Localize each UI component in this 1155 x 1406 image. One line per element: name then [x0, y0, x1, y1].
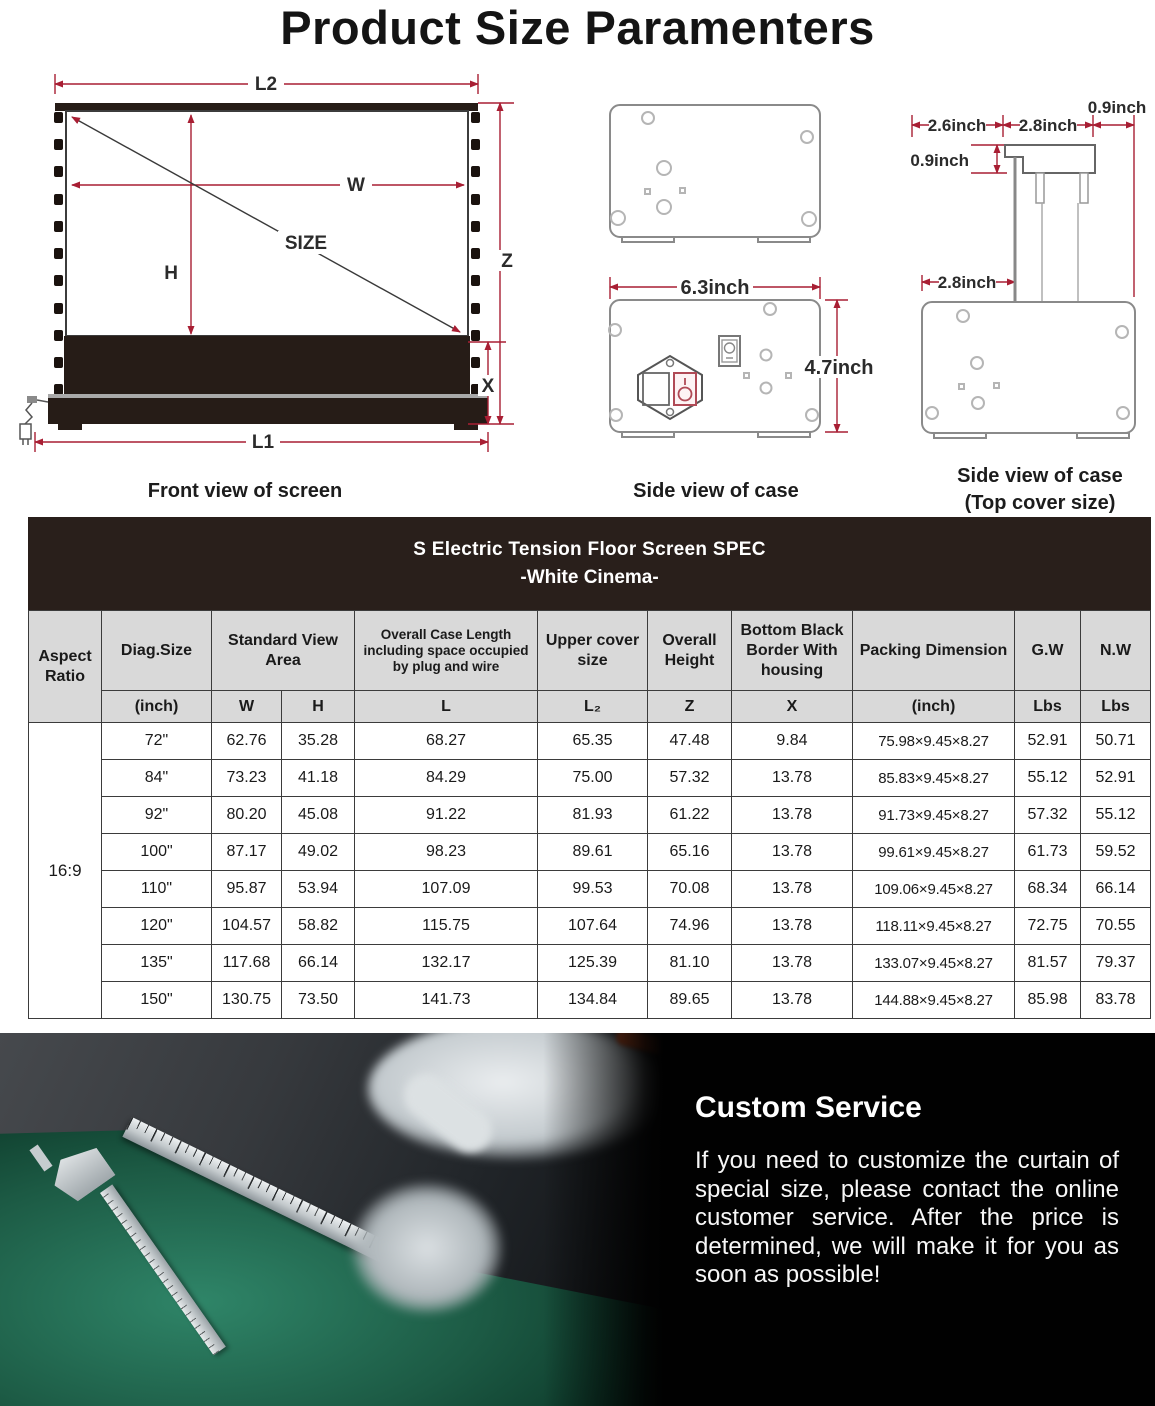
dim-label-case-width: 6.3inch: [680, 277, 750, 299]
table-cell: 61.73: [1015, 834, 1081, 871]
table-cell: 95.87: [212, 871, 282, 908]
sub-header-nw-unit: Lbs: [1081, 691, 1151, 723]
sub-header-x: X: [732, 691, 853, 723]
dim-label-h: H: [164, 263, 178, 284]
caliper-jaw-image: [29, 1144, 52, 1171]
screen-body: [20, 103, 488, 445]
table-cell: 55.12: [1081, 797, 1151, 834]
col-header-diag-size: Diag.Size: [102, 611, 212, 691]
dim-label-w: W: [347, 175, 365, 196]
sub-header-z: Z: [648, 691, 732, 723]
case-panel-top: [610, 105, 820, 242]
table-cell: 115.75: [355, 908, 538, 945]
table-cell: 85.83×9.45×8.27: [853, 760, 1015, 797]
col-header-packing-dimension: Packing Dimension: [853, 611, 1015, 691]
table-cell: 35.28: [282, 723, 355, 760]
table-cell: 65.16: [648, 834, 732, 871]
table-cell: 132.17: [355, 945, 538, 982]
page-title: Product Size Paramenters: [280, 1, 875, 54]
table-cell: 110": [102, 871, 212, 908]
table-cell: 134.84: [538, 982, 648, 1019]
caliper-beam-image: [100, 1184, 226, 1355]
table-cell: 89.65: [648, 982, 732, 1019]
aspect-ratio-cell: 16:9: [29, 723, 102, 1019]
table-row: [29, 834, 1151, 871]
table-cell: 120": [102, 908, 212, 945]
top-cover-caption: [920, 463, 1155, 517]
col-header-overall-height: Overall Height: [648, 611, 732, 691]
table-cell: 130.75: [212, 982, 282, 1019]
dim-label-l1: L1: [251, 432, 275, 453]
table-cell: 99.61×9.45×8.27: [853, 834, 1015, 871]
table-cell: 59.52: [1081, 834, 1151, 871]
top-cover-drawing: [885, 95, 1155, 445]
table-cell: 13.78: [732, 945, 853, 982]
table-cell: 109.06×9.45×8.27: [853, 871, 1015, 908]
table-cell: 13.78: [732, 871, 853, 908]
table-cell: 84": [102, 760, 212, 797]
table-cell: 133.07×9.45×8.27: [853, 945, 1015, 982]
table-cell: 57.32: [648, 760, 732, 797]
table-cell: 84.29: [355, 760, 538, 797]
sub-header-w: W: [212, 691, 282, 723]
table-cell: 55.12: [1015, 760, 1081, 797]
measurement-photo: [0, 1033, 663, 1406]
table-title-line2: -White Cinema-: [520, 567, 659, 588]
table-cell: 50.71: [1081, 723, 1151, 760]
table-cell: 89.61: [538, 834, 648, 871]
bottom-band: [0, 1033, 1155, 1406]
table-cell: 92": [102, 797, 212, 834]
top-cover-diagram: [885, 95, 1155, 445]
dim-label-case-height: 4.7inch: [804, 357, 874, 379]
table-cell: 125.39: [538, 945, 648, 982]
side-view-caption: Side view of case: [633, 480, 799, 502]
table-cell: 87.17: [212, 834, 282, 871]
table-row: [29, 797, 1151, 834]
table-cell: 118.11×9.45×8.27: [853, 908, 1015, 945]
table-row: [29, 982, 1151, 1019]
sub-header-h: H: [282, 691, 355, 723]
table-cell: 81.93: [538, 797, 648, 834]
table-cell: 68.27: [355, 723, 538, 760]
dim-label-z: Z: [501, 251, 513, 272]
table-cell: 141.73: [355, 982, 538, 1019]
table-title-line1: S Electric Tension Floor Screen SPEC: [413, 539, 766, 560]
table-cell: 13.78: [732, 982, 853, 1019]
table-cell: 98.23: [355, 834, 538, 871]
front-view-caption: Front view of screen: [147, 480, 343, 502]
custom-service-body: If you need to customize the curtain of special size, please contact the online customer service. After the price is determined, we will make it for you as soon as possible!: [695, 1147, 1119, 1288]
table-row: [29, 945, 1151, 982]
table-cell: 61.22: [648, 797, 732, 834]
dim-label-09-step: 0.9inch: [910, 151, 969, 170]
side-view-diagram: [580, 85, 900, 455]
spec-table-section: [28, 517, 1150, 1019]
table-cell: 72": [102, 723, 212, 760]
table-cell: 58.82: [282, 908, 355, 945]
table-group-header-row: [29, 611, 1151, 691]
dim-label-28-pole: 2.8inch: [937, 273, 997, 292]
table-cell: 66.14: [282, 945, 355, 982]
front-view-drawing: [10, 68, 530, 468]
spec-table: [28, 517, 1151, 1019]
table-cell: 81.57: [1015, 945, 1081, 982]
table-cell: 74.96: [648, 908, 732, 945]
top-cover-profile: [1005, 145, 1095, 302]
table-cell: 9.84: [732, 723, 853, 760]
table-row: [29, 871, 1151, 908]
table-cell: 41.18: [282, 760, 355, 797]
case-panel-bottom: [610, 300, 820, 437]
photo-fade: [543, 1033, 663, 1406]
table-cell: 13.78: [732, 834, 853, 871]
table-cell: 100": [102, 834, 212, 871]
col-header-standard-view-area: Standard View Area: [212, 611, 355, 691]
table-cell: 75.00: [538, 760, 648, 797]
table-cell: 117.68: [212, 945, 282, 982]
dim-label-x: X: [481, 376, 495, 397]
col-header-upper-cover-size: Upper cover size: [538, 611, 648, 691]
sub-header-l: L: [355, 691, 538, 723]
table-sub-header-row: [29, 691, 1151, 723]
side-view-drawing: [580, 85, 900, 455]
table-cell: 79.37: [1081, 945, 1151, 982]
table-cell: 91.22: [355, 797, 538, 834]
col-header-overall-case-length: Overall Case Length including space occupied by plug and wire: [355, 611, 538, 691]
sub-header-packing-unit: (inch): [853, 691, 1015, 723]
table-cell: 104.57: [212, 908, 282, 945]
table-cell: 85.98: [1015, 982, 1081, 1019]
table-cell: 107.64: [538, 908, 648, 945]
gloved-hand-right: [352, 1183, 502, 1313]
table-cell: 73.23: [212, 760, 282, 797]
table-cell: 107.09: [355, 871, 538, 908]
custom-service-heading: Custom Service: [695, 1091, 922, 1124]
table-cell: 53.94: [282, 871, 355, 908]
table-cell: 68.34: [1015, 871, 1081, 908]
sub-header-l2: L₂: [538, 691, 648, 723]
dim-label-28-top: 2.8inch: [1018, 116, 1078, 135]
spec-table-body: [29, 723, 1151, 1019]
table-cell: 75.98×9.45×8.27: [853, 723, 1015, 760]
col-header-bottom-black-border: Bottom Black Border With housing: [732, 611, 853, 691]
col-header-aspect-ratio: Aspect Ratio: [29, 611, 102, 723]
table-cell: 62.76: [212, 723, 282, 760]
table-row: [29, 908, 1151, 945]
col-header-nw: N.W: [1081, 611, 1151, 691]
front-view-diagram: [10, 68, 530, 468]
table-cell: 81.10: [648, 945, 732, 982]
table-cell: 13.78: [732, 760, 853, 797]
top-cover-labels: [910, 98, 1146, 292]
top-cover-caption-line2: (Top cover size): [964, 492, 1116, 514]
case-panel-side: [922, 302, 1135, 438]
dim-label-l2: L2: [254, 74, 278, 95]
table-cell: 65.35: [538, 723, 648, 760]
dim-label-26: 2.6inch: [927, 116, 987, 135]
table-cell: 144.88×9.45×8.27: [853, 982, 1015, 1019]
table-cell: 13.78: [732, 908, 853, 945]
rocker-switch-icon: [719, 336, 740, 366]
dim-label-09-right: 0.9inch: [1087, 98, 1147, 117]
table-cell: 150": [102, 982, 212, 1019]
table-cell: 52.91: [1015, 723, 1081, 760]
table-row: [29, 723, 1151, 760]
table-cell: 83.78: [1081, 982, 1151, 1019]
table-row: [29, 760, 1151, 797]
table-cell: 72.75: [1015, 908, 1081, 945]
table-title-band: [29, 518, 1151, 611]
top-cover-dimensions: [912, 115, 1134, 297]
table-cell: 135": [102, 945, 212, 982]
custom-service-panel: [695, 1091, 1119, 1290]
table-cell: 66.14: [1081, 871, 1151, 908]
table-cell: 99.53: [538, 871, 648, 908]
table-cell: 57.32: [1015, 797, 1081, 834]
table-cell: 13.78: [732, 797, 853, 834]
table-cell: 73.50: [282, 982, 355, 1019]
sub-header-gw-unit: Lbs: [1015, 691, 1081, 723]
dim-label-size: SIZE: [284, 233, 328, 254]
table-cell: 80.20: [212, 797, 282, 834]
power-plug-icon: [20, 396, 48, 445]
table-cell: 45.08: [282, 797, 355, 834]
sub-header-diag-unit: (inch): [102, 691, 212, 723]
table-cell: 70.08: [648, 871, 732, 908]
table-cell: 91.73×9.45×8.27: [853, 797, 1015, 834]
table-cell: 52.91: [1081, 760, 1151, 797]
table-cell: 70.55: [1081, 908, 1151, 945]
table-cell: 49.02: [282, 834, 355, 871]
top-cover-caption-line1: Side view of case: [957, 465, 1123, 487]
table-cell: 47.48: [648, 723, 732, 760]
col-header-gw: G.W: [1015, 611, 1081, 691]
